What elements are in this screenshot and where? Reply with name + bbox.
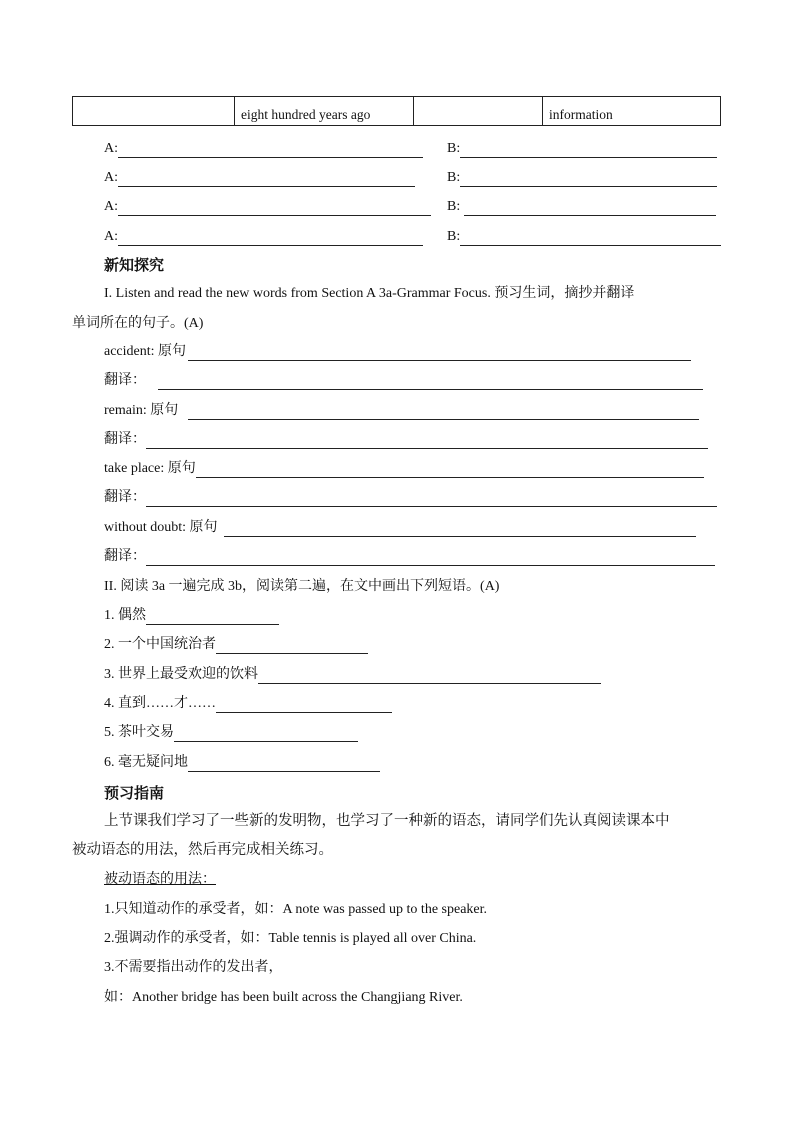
dialogue-a-2: A: [104,169,415,187]
phrase-6: 6. 毫无疑问地 [104,754,380,772]
phrase-4: 4. 直到……才…… [104,695,392,713]
task2-intro: II. 阅读 3a 一遍完成 3b，阅读第二遍，在文中画出下列短语。(A) [104,579,500,594]
vocab-table [72,96,721,126]
translate-take-place: 翻译： [104,489,717,507]
table-cell [73,97,235,125]
section-title-yuxi: 预习指南 [104,784,165,802]
dialogue-b-3: B: [447,198,716,216]
dialogue-a-1: A: [104,140,423,158]
dialogue-a-3: A: [104,198,431,216]
table-cell [414,97,543,125]
usage-2: 2.强调动作的承受者，如：Table tennis is played all over China. [104,931,477,946]
usage-4: 如：Another bridge has been built across the Changjiang River. [104,990,463,1005]
usage-1: 1.只知道动作的承受者，如：A note was passed up to the speaker. [104,902,488,917]
dialogue-b-4: B: [447,228,721,246]
translate-remain: 翻译： [104,431,708,449]
dialogue-a-4: A: [104,228,423,246]
table-cell: information [549,107,613,122]
vocab-without-doubt: without doubt: 原句 [104,519,696,537]
vocab-take-place: take place: 原句 [104,460,704,478]
dialogue-b-1: B: [447,140,717,158]
translate-without-doubt: 翻译： [104,548,715,566]
task1-line1: I. Listen and read the new words from Section A 3a-Grammar Focus. 预习生词，摘抄并翻译 [104,286,635,301]
phrase-3: 3. 世界上最受欢迎的饮料 [104,666,601,684]
usage-3: 3.不需要指出动作的发出者， [104,960,283,975]
usage-title: 被动语态的用法： [104,872,216,887]
translate-accident: 翻译： [104,372,703,390]
table-cell: eight hundred years ago [235,97,414,125]
phrase-5: 5. 茶叶交易 [104,724,358,742]
phrase-2: 2. 一个中国统治者 [104,636,368,654]
vocab-accident: accident: 原句 [104,343,691,361]
task1-line2: 单词所在的句子。(A) [72,316,204,331]
dialogue-b-2: B: [447,169,717,187]
phrase-1: 1. 偶然 [104,607,279,625]
guide-line2: 被动语态的用法，然后再完成相关练习。 [72,842,333,858]
guide-line1: 上节课我们学习了一些新的发明物，也学习了一种新的语态，请同学们先认真阅读课本中 [104,813,670,829]
vocab-remain: remain: 原句 [104,402,699,420]
section-title-xinzhi: 新知探究 [104,256,165,274]
